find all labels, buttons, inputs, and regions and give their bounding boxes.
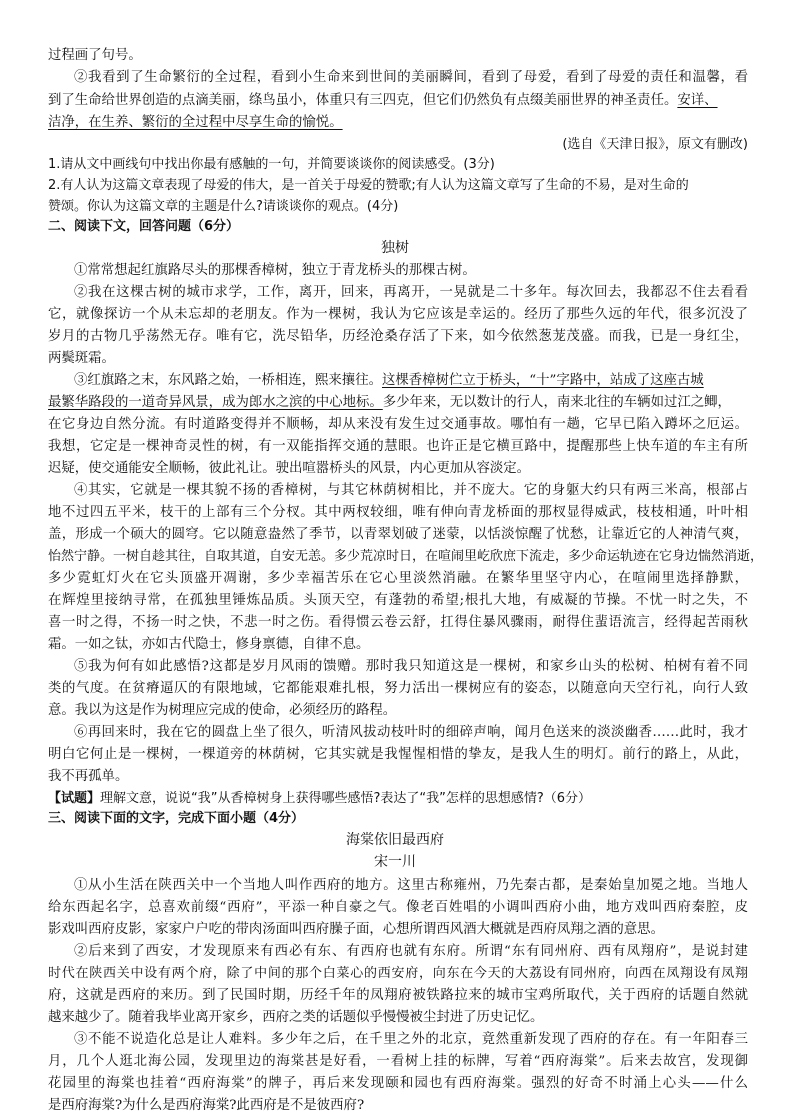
underlined-sentence: 这棵香樟树伫立于桥头，“十”字路中，站成了这座古城 <box>381 373 704 388</box>
paragraph-line: 府，这就是西府的来历。到了民国时期，历经千年的凤翔府被铁路拉来的城市宝鸡所取代，关于西府的话题自然就 <box>48 988 748 1003</box>
source-citation: (选自《天津日报》，原文有删改) <box>562 137 748 152</box>
paragraph-line: 给东西起名字，总喜欢前缀“西府”，平添一种自豪之气。像老百姓唱的小调叫西府小曲，地方戏叫西府秦腔，皮 <box>48 900 748 915</box>
passage-text <box>48 112 748 133</box>
paragraph-line <box>48 392 748 413</box>
paragraph-line: 意。我以为这是作为树理应完成的使命，必须经历的路程。 <box>48 703 397 718</box>
paragraph-line: 怡然宁静。一树自趁其往，自取其道，自安无恙。多少荒凉时日，在喧闹里屹欣庶下流走，多少命运轨迹在它身边惴然消逝， <box>48 549 764 564</box>
paragraph-line: ⑥再回来时，我在它的圆盘上坐了很久，听清风拔动枝叶时的细碎声响，闻月色送来的淡淡幽香……此时，我才 <box>74 725 748 740</box>
section-3-heading: 三、阅读下面的文字，完成下面小题（4分） <box>48 811 305 826</box>
paragraph-line: 霜。一如之钛，亦如古代隐士，修身禀德，自律不息。 <box>48 637 370 652</box>
paragraph-line: 两鬓斑霜。 <box>48 351 115 366</box>
paragraph-line: 多少霓虹灯火在它头顶盛开凋谢，多少幸福苦乐在它心里淡然消融。在繁华里坚守内心，在喧闹里选择静默， <box>48 571 748 586</box>
paragraph-line: 我不再孤单。 <box>48 769 129 784</box>
question-1: 1.请从文中画线句中找出你最有感触的一句，并简要谈谈你的阅读感受。(3分) <box>48 157 495 172</box>
passage-text-segment: ③红旗路之末，东风路之始，一桥相连，熙来攘往。 <box>74 373 382 388</box>
paragraph-line: 岁月的古物几乎荡然无存。唯有它，洗尽铅华，历经沧桑存活了下来，如今依然葱茏茂盛。而我，已是一身红尘， <box>48 329 748 344</box>
question-text: 理解文意，说说“我”从香樟树身上获得哪些感悟?表达了“我”怎样的思想感情?（6分） <box>100 791 592 806</box>
paragraph-line <box>48 370 748 391</box>
passage-text: ②我看到了生命繁衍的全过程，看到小生命来到世间的美丽瞬间，看到了母爱，看到了母爱的责任和温馨，看 <box>74 70 748 85</box>
paragraph-line: 喜一时之得，不扬一时之快，不悲一时之伤。看得惯云卷云舒，扛得住暴风骤雨，耐得住蜚语流言，经得起苦雨秋 <box>48 615 748 630</box>
paragraph-line: ①从小生活在陕西关中一个当地人叫作西府的地方。这里古称雍州，乃先秦古都，是秦始皇加冕之地。当地人 <box>74 878 748 893</box>
paragraph-line: ②后来到了西安，才发现原来有西必有东、有西府也就有东府。所谓“东有同州府、西有凤翔府”，是说封建 <box>74 944 748 959</box>
underlined-sentence: 洁净，在生养、繁衍的全过程中尽享生命的愉悦。 <box>48 115 343 130</box>
paragraph-line: 盖，形成一个硕大的圆穹。它以随意盎然了季节，以青翠划破了迷蒙，以恬淡惊醒了忧愁，让靠近它的人神清气爽， <box>48 527 748 542</box>
paragraph-line: ③不能不说造化总是让人难料。多少年之后，在千里之外的北京，竟然重新发现了西府的存在。有一年阳春三 <box>74 1032 748 1047</box>
question-tag: 【试题】 <box>48 791 101 806</box>
paragraph-line: 明白它何止是一棵树，一棵道旁的林荫树，它其实就是我惺惺相惜的挚友，是我人生的明灯。前行的路上，从此， <box>48 747 748 762</box>
paragraph-line: ⑤我为何有如此感悟?这都是岁月风雨的馈赠。那时我只知道这是一棵树，和家乡山头的松树、柏树有着不同 <box>74 659 748 674</box>
article-title: 独树 <box>381 240 409 256</box>
paragraph-line: 地不过四五平米，枝干的上部有三个分杈。其中两杈较细，唯有伸向青龙桥面的那杈显得威武，枝枝相通，叶叶相 <box>48 505 748 520</box>
paragraph-line: 时代在陕西关中设有两个府，除了中间的那个白菜心的西安府，向东在今天的大荔设有同州府，向西在凤翔设有凤翔 <box>48 966 748 981</box>
paragraph-line: 是西府海棠?为什么是西府海棠?此西府是不是彼西府? <box>48 1098 365 1113</box>
paragraph-line: 花园里的海棠也挂着“西府海棠”的牌子，再后来发现颐和园也有西府海棠。强烈的好奇不时涌上心头——什么 <box>48 1076 748 1091</box>
paragraph-line: ①常常想起红旗路尽头的那棵香樟树，独立于青龙桥头的那棵古树。 <box>74 263 476 278</box>
section-2-heading: 二、阅读下文，回答问题（6分） <box>48 219 240 234</box>
paragraph-line: 在它身边自然分流。有时道路变得并不顺畅，却从来没有发生过交通事故。哪怕有一趟，它早已陷入蹲坏之厄运。 <box>48 417 748 432</box>
paragraph-line: ④其实，它就是一棵其貌不扬的香樟树，与其它林荫树相比，并不庞大。它的身躯大约只有两三米高，根部占 <box>74 483 748 498</box>
underlined-sentence: 安详、 <box>677 93 718 108</box>
paragraph-line: 迟疑，使交通能安全顺畅，彼此礼让。驶出喧嚣桥头的风景，内心更加从容淡定。 <box>48 461 531 476</box>
paragraph-line: ②我在这棵古树的城市求学，工作，离开，回来，再离开，一晃就是二十多年。每次回去，我都忍不住去看看 <box>74 285 748 300</box>
question-2-line-2: 赞颂。你认为这篇文章的主题是什么?请谈谈你的观点。(4分) <box>48 199 399 214</box>
passage-text <box>48 90 748 111</box>
article-title: 海棠依旧最西府 <box>346 832 444 848</box>
paragraph-line: 类的气度。在贫瘠逼仄的有限地域，它都能艰难扎根，努力活出一棵树应有的姿态，以随意向天空行礼，向行人致 <box>48 681 748 696</box>
passage-text-segment: 多少年来，无以数计的行人，南来北往的车辆如过江之鲫， <box>382 395 731 410</box>
paragraph-line: 它，就像探访一个从未忘却的老朋友。作为一棵树，我认为它应该是幸运的。经历了那些久远的年代，很多沉没了 <box>48 307 748 322</box>
paragraph-line: 影戏叫西府皮影，家家户户吃的带肉汤面叫西府臊子面，心想所谓西风酒大概就是西府凤翔之酒的意思。 <box>48 922 664 937</box>
underlined-sentence: 最繁华路段的一道奇异风景，成为郎水之滨的中心地标。 <box>48 395 383 410</box>
question-2-line-1: 2.有人认为这篇文章表现了母爱的伟大，是一首关于母爱的赞歌;有人认为这篇文章写了生命的不易，是对生命的 <box>48 178 689 193</box>
paragraph-line: 我想，它定是一棵神奇灵性的树，有一双能指挥交通的慧眼。也许正是它横亘路中，提醒那些上快车道的车主有所 <box>48 439 748 454</box>
paragraph-line: 在辉煌里接纳寻常，在孤独里锤炼品质。头顶天空，有蓬勃的希望;根扎大地，有威凝的节操。不忧一时之失，不 <box>48 593 748 608</box>
question-prompt <box>48 788 748 809</box>
paragraph-line: 月，几个人逛北海公园，发现里边的海棠甚是好看，一看树上挂的标牌，写着“西府海棠”。后来去故宫，发现御 <box>48 1054 748 1069</box>
article-author: 宋一川 <box>374 854 416 870</box>
paragraph-line: 越来越少了。随着我毕业离开家乡，西府之类的话题似乎慢慢被尘封进了历史记忆。 <box>48 1010 544 1025</box>
passage-text: 过程画了句号。 <box>48 48 142 63</box>
passage-text-segment: 到了生命给世界创造的点滴美丽，绦鸟虽小，体重只有三四克，但它们仍然负有点缀美丽世界的神圣责任。 <box>48 93 678 108</box>
